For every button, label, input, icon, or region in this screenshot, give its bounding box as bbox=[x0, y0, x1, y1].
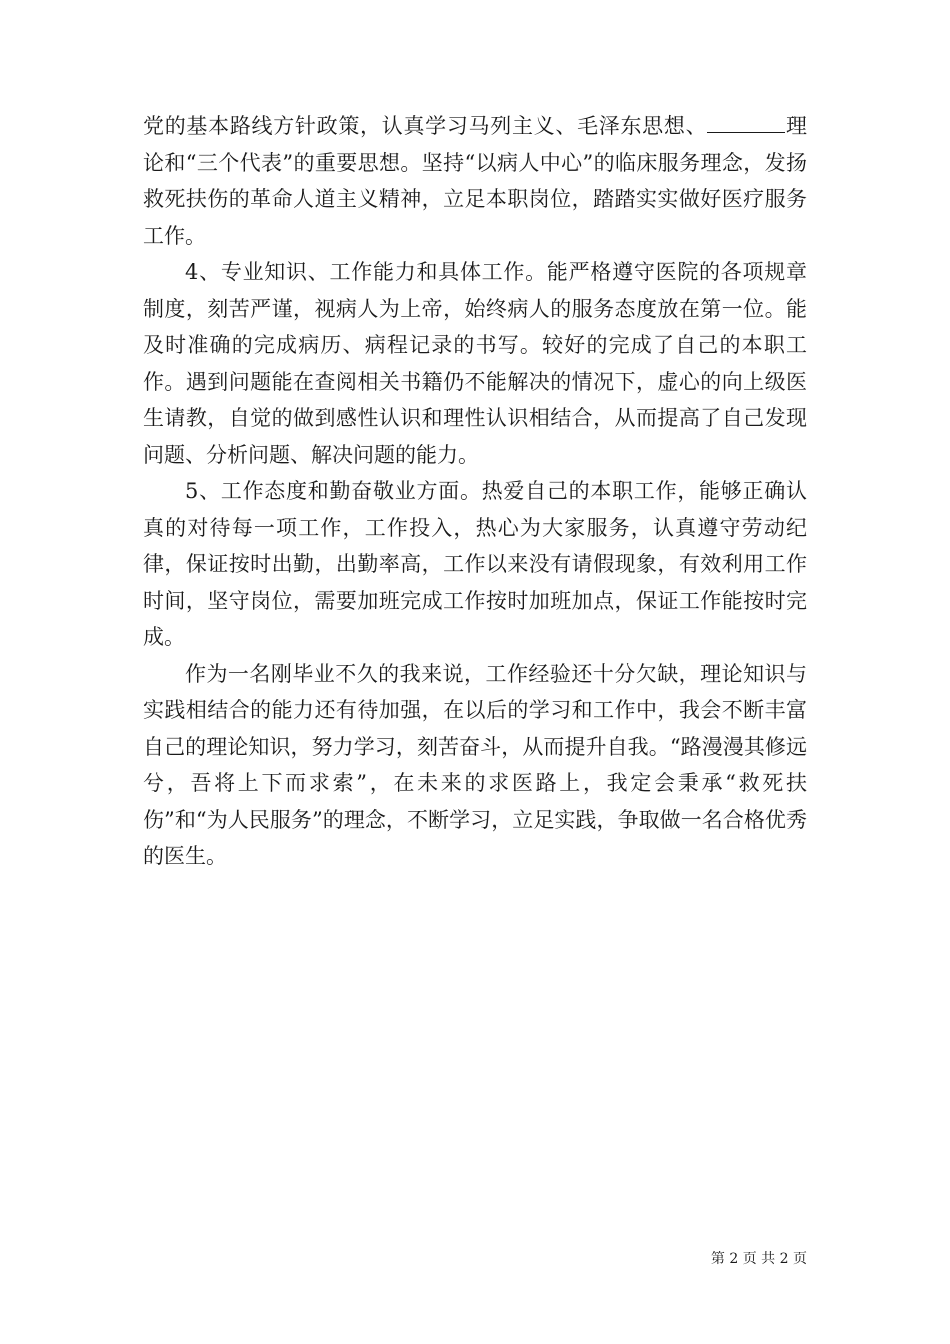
paragraph-1-end: 理论和“三个代表”的重要思想。坚持“以病人中心”的临床服务理念，发扬救死扶伤的革命人道主义精神，立足本职岗位，踏踏实实做好医疗服务工作。 bbox=[143, 114, 808, 248]
fill-in-blank bbox=[707, 112, 785, 133]
document-body bbox=[143, 108, 807, 875]
page-number-footer: 第 2 页 共 2 页 bbox=[710, 1251, 807, 1267]
paragraph-1-start: 党的基本路线方针政策，认真学习马列主义、毛泽东思想、 bbox=[143, 114, 708, 138]
paragraph-1 bbox=[143, 108, 807, 254]
paragraph-2: 4、专业知识、工作能力和具体工作。能严格遵守医院的各项规章制度，刻苦严谨，视病人为上帝，始终病人的服务态度放在第一位。能及时准确的完成病历、病程记录的书写。较好的完成了自己的本职工作。遇到问题能在查阅相关书籍仍不能解决的情况下，虚心的向上级医生请教，自觉的做到感性认识和理性认识相结合，从而提高了自己发现问题、分析问题、解决问题的能力。 bbox=[143, 260, 807, 467]
paragraph-4: 作为一名刚毕业不久的我来说，工作经验还十分欠缺，理论知识与实践相结合的能力还有待加强，在以后的学习和工作中，我会不断丰富自己的理论知识，努力学习，刻苦奋斗，从而提升自我。“路漫漫其修远兮，吾将上下而求索”，在未来的求医路上，我定会秉承“救死扶伤”和“为人民服务”的理念，不断学习，立足实践，争取做一名合格优秀的医生。 bbox=[143, 661, 807, 868]
paragraph-3: 5、工作态度和勤奋敬业方面。热爱自己的本职工作，能够正确认真的对待每一项工作，工作投入，热心为大家服务，认真遵守劳动纪律，保证按时出勤，出勤率高，工作以来没有请假现象，有效利用工作时间，坚守岗位，需要加班完成工作按时加班加点，保证工作能按时完成。 bbox=[143, 479, 807, 649]
